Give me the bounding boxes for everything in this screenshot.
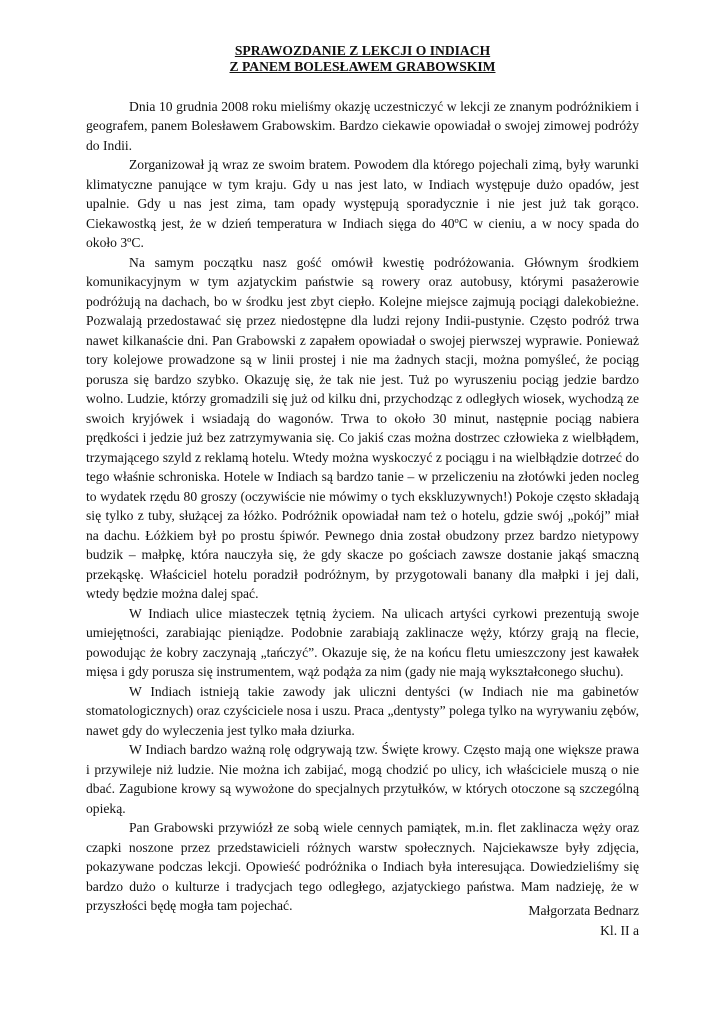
paragraph-conclusion: Pan Grabowski przywiózł ze sobą wiele cennych pamiątek, m.in. flet zaklinacza węży oraz czapki noszone przez przedstawicieli różnych warstw społecznych. Najciekawsze były zdjęcia, pokazywane podczas lekcji. Opowieść podróżnika o Indiach była interesująca. Dowiedzieliśmy się bardzo dużo o kulturze i tradycjach tego odległego, azjatyckiego państwa. Mam nadzieję, że w przyszłości będę mogła tam pojechać. <box>86 820 639 914</box>
paragraph-cows: W Indiach bardzo ważną rolę odgrywają tzw. Święte krowy. Często mają one większe prawa i przywileje niż ludzie. Nie można ich zabijać, mogą chodzić po ulicy, ich właściciele muszą o nie dbać. Zagubione krowy są wywożone do specjalnych przytułków, w których otoczone są szczególną opieką. <box>86 742 639 816</box>
signature <box>528 901 639 940</box>
report-body <box>86 97 639 916</box>
paragraph-climate: Zorganizował ją wraz ze swoim bratem. Powodem dla którego pojechali zimą, były warunki klimatyczne panujące w tym kraju. Gdy u nas jest lato, w Indiach występuje dużo opadów, jest upalnie. Gdy u nas jest zima, tam opady występują sporadycznie i nie jest już tak gorąco. Ciekawostką jest, że w dzień temperatura w Indiach sięga do 40ºC w cieniu, a w nocy spada do około 3ºC. <box>86 157 639 251</box>
paragraph-streets: W Indiach ulice miasteczek tętnią życiem. Na ulicach artyści cyrkowi prezentują swoje umiejętności, zarabiając pieniądze. Podobnie zarabiają zaklinacze węży, którzy grają na flecie, powodując że kobry zaczynają „tańczyć”. Okazuje się, że na końcu fletu umieszczony jest kawałek mięsa i gdy porusza się instrumentem, wąż podąża za nim (gady nie mają wykształconego słuchu). <box>86 605 639 680</box>
title-line-2: Z PANEM BOLESŁAWEM GRABOWSKIM <box>229 58 496 74</box>
signature-class: Kl. II a <box>600 922 639 938</box>
paragraph-travel: Na samym początku nasz gość omówił kwestię podróżowania. Głównym środkiem komunikacyjnym w tym azjatyckim państwie są rowery oraz autobusy, którymi pasażerowie podróżują na dachach, bo w środku jest zbyt ciepło. Kolejne miejsce zajmują pociągi dalekobieżne. Pozwalają przedostawać się przez niedostępne dla ludzi rejony Indii-pustynie. Często podróż trwa nawet kilkanaście dni. Pan Grabowski z zapałem opowiadał o swojej pierwszej wyprawie. Ponieważ tory kolejowe prowadzone są w linii prostej i nie ma żadnych stacji, można pomyśleć, że pociąg porusza się bardzo szybko. Okazuję się, że tak nie jest. Tuż po wyruszeniu pociąg jedzie bardzo wolno. Ludzie, którzy gromadzili się już od kilku dni, przychodząc z odległych wiosek, wychodzą ze swoich kryjówek i wsiadają do wagonów. Trwa to około 30 minut, następnie pociąg nabiera prędkości i jedzie już bez zatrzymywania się. Co jakiś czas można dostrzec człowieka z wielbłądem, trzymającego szyld z reklamą hotelu. Wtedy można wyskoczyć z pociągu i na wielbłądzie dotrzeć do tego właśnie schroniska. Hotele w Indiach są bardzo tanie – w przeliczeniu na złotówki jeden nocleg to wydatek rzędu 80 groszy (oczywiście nie mówimy o tych ekskluzywnych!) Pokoje często składają się tylko z tuby, służącej za łóżko. Podróżnik opowiadał nam też o hotelu, gdzie swój „pokój” miał na dachu. Łóżkiem był po prostu śpiwór. Pewnego dnia został obudzony przez bardzo nietypowy budzik – małpkę, która nauczyła się, że gdy skacze po gościach zawsze dostanie jakąś smaczną przekąskę. Właściciel hotelu poradził podróżnym, by przygotowali banany dla małpki i jej dali, wtedy będzie można dalej spać. <box>86 254 639 602</box>
paragraph-intro: Dnia 10 grudnia 2008 roku mieliśmy okazję uczestniczyć w lekcji ze znanym podróżnikiem i geografem, panem Bolesławem Grabowskim. Bardzo ciekawie opowiadał o swojej zimowej podróży do Indii. <box>86 98 639 153</box>
signature-name: Małgorzata Bednarz <box>528 903 639 918</box>
document-title <box>86 43 639 75</box>
paragraph-professions: W Indiach istnieją takie zawody jak uliczni dentyści (w Indiach nie ma gabinetów stomatologicznych) oraz czyściciele nosa i uszu. Praca „dentysty” polega tylko na wyrywaniu zębów, nawet gdy do wyleczenia jest tylko mała dziurka. <box>86 683 639 738</box>
document-page <box>86 43 639 938</box>
title-line-1: SPRAWOZDANIE Z LEKCJI O INDIACH <box>234 43 491 58</box>
